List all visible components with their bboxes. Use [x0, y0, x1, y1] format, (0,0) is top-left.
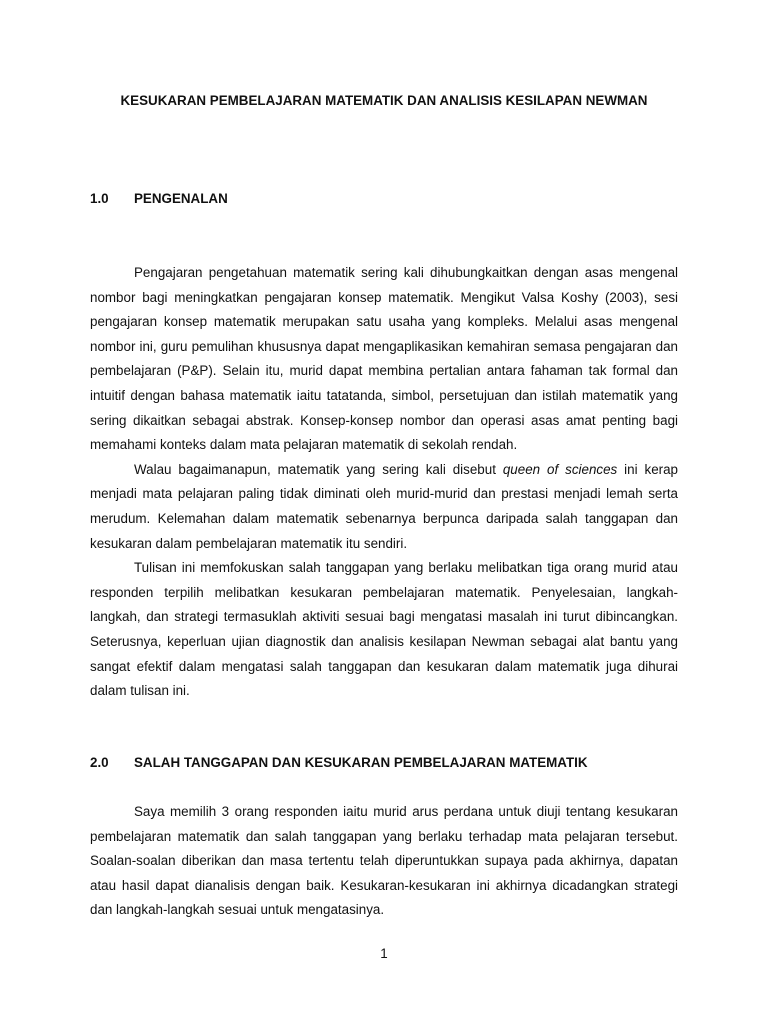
document-title: KESUKARAN PEMBELAJARAN MATEMATIK DAN ANALISIS KESILAPAN NEWMAN [120, 93, 648, 108]
paragraph: Pengajaran pengetahuan matematik sering kali dihubungkaitkan dengan asas mengenal nombor bagi meningkatkan pengajaran konsep matematik. Mengikut Valsa Koshy (2003), sesi pengajaran konsep matematik merupakan satu usaha yang kompleks. Melalui asas mengenal nombor ini, guru pemulihan khususnya dapat mengaplikasikan kemahiran semasa pengajaran dan pembelajaran (P&P). Selain itu, murid dapat membina pertalian antara fahaman tak formal dan intuitif dengan bahasa matematik iaitu tatatanda, simbol, persetujuan dan istilah matematik yang sering dikaitkan sebagai abstrak. Konsep-konsep nombor dan operasi asas amat penting bagi memahami konteks dalam mata pelajaran matematik di sekolah rendah. [90, 265, 678, 453]
page-number: 1 [380, 946, 388, 961]
section-number: 2.0 [90, 755, 109, 770]
section-number: 1.0 [90, 191, 109, 206]
section-title: PENGENALAN [134, 191, 228, 206]
section-heading-pengenalan [90, 191, 228, 206]
paragraph: Tulisan ini memfokuskan salah tanggapan yang berlaku melibatkan tiga orang murid atau responden terpilih melibatkan kesukaran pembelajaran matematik. Penyelesaian, langkah-langkah, dan strategi termasuklah aktiviti sesuai bagi mengatasi masalah ini turut dibincangkan. Seterusnya, keperluan ujian diagnostik dan analisis kesilapan Newman sebagai alat bantu yang sangat efektif dalam mengatasi salah tanggapan dan kesukaran dalam matematik juga dihurai dalam tulisan ini. [90, 560, 678, 699]
paragraph-text: Walau bagaimanapun, matematik yang sering kali disebut [134, 461, 503, 477]
section-body-pengenalan [90, 261, 678, 704]
section-heading-salah-tanggapan [90, 755, 588, 770]
paragraph-text: ini kerap menjadi mata pelajaran paling tidak diminati oleh murid-murid dan prestasi menjadi lemah serta merudum. Kelemahan dalam matematik sebenarnya berpunca daripada salah tanggapan dan kesukaran dalam pembelajaran matematik itu sendiri. [90, 461, 678, 551]
paragraph [90, 458, 678, 556]
paragraph: Saya memilih 3 orang responden iaitu murid arus perdana untuk diuji tentang kesukaran pembelajaran matematik dan salah tanggapan yang berlaku terhadap mata pelajaran tersebut. Soalan-soalan diberikan dan masa tertentu telah diperuntukkan supaya pada akhirnya, dapatan atau hasil dapat dianalisis dengan baik. Kesukaran-kesukaran ini akhirnya dicadangkan strategi dan langkah-langkah sesuai untuk mengatasinya. [90, 804, 678, 918]
section-title: SALAH TANGGAPAN DAN KESUKARAN PEMBELAJARAN MATEMATIK [134, 755, 588, 770]
emphasis-text: queen of sciences [502, 461, 618, 477]
section-body-salah-tanggapan [90, 800, 678, 923]
